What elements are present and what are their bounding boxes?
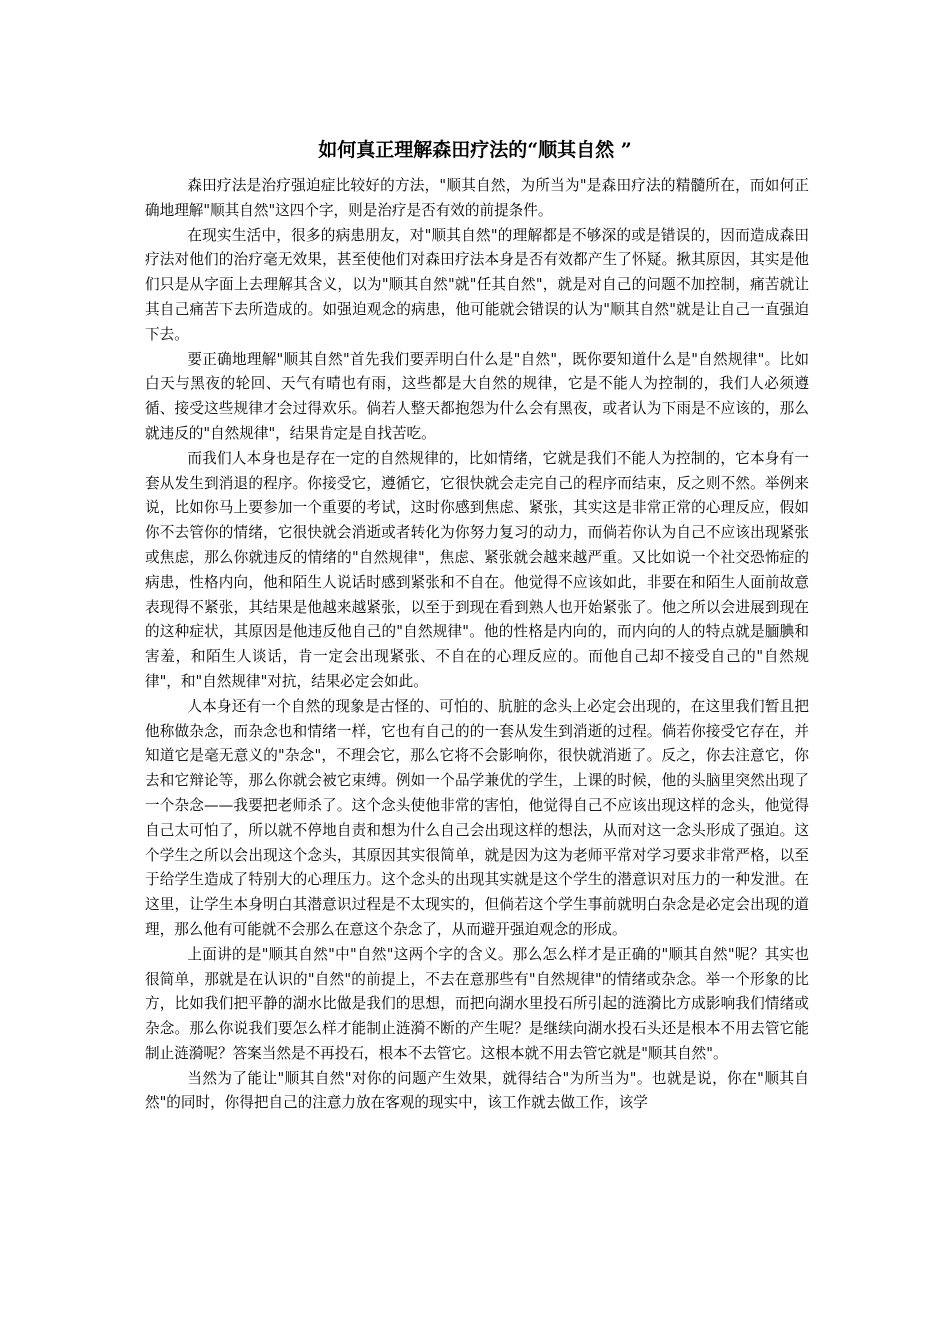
paragraph-4: 而我们人本身也是存在一定的自然规律的，比如情绪，它就是我们不能人为控制的，它本身有一套从发生到消退的程序。你接受它，遵循它，它很快就会走完自己的程序而结束，反之则不然。举例来说，比如你马上要参加一个重要的考试，这时你感到焦虑、紧张，其实这是非常正常的心理反应，假如你不去管你的情绪，它很快就会消逝或者转化为你努力复习的动力，而倘若你认为自己不应该出现紧张或焦虑，那么你就违反的情绪的"自然规律"，焦虑、紧张就会越来越严重。又比如说一个社交恐怖症的病患，性格内向，他和陌生人说话时感到紧张和不自在。他觉得不应该如此，非要在和陌生人面前故意表现得不紧张，其结果是他越来越紧张，以至于到现在看到熟人也开始紧张了。他之所以会进展到现在的这种症状，其原因是他违反他自己的"自然规律"。他的性格是内向的，而内向的人的特点就是腼腆和害羞，和陌生人谈话，肯一定会出现紧张、不自在的心理反应的。而他自己却不接受自己的"自然规律"，和"自然规律"对抗，结果必定会如此。 <box>145 449 809 690</box>
article-body <box>145 174 809 1116</box>
page-title: 如何真正理解森田疗法的“顺其自然 ” <box>318 139 632 161</box>
paragraph-5: 人本身还有一个自然的现象是古怪的、可怕的、肮脏的念头上必定会出现的，在这里我们暂且把他称做杂念，而杂念也和情绪一样，它也有自己的的一套从发生到消逝的过程。倘若你接受它存在，并知道它是毫无意义的"杂念"，不理会它，那么它将不会影响你，很快就消逝了。反之，你去注意它，你去和它辩论等，那么你就会被它束缚。例如一个品学兼优的学生，上课的时候，他的头脑里突然出现了一个杂念——我要把老师杀了。这个念头使他非常的害怕，他觉得自己不应该出现这样的念头，他觉得自己太可怕了，所以就不停地自责和想为什么自己会出现这样的想法，从而对这一念头形成了强迫。这个学生之所以会出现这个念头，其原因其实很简单，就是因为这为老师平常对学习要求非常严格，以至于给学生造成了特别大的心理压力。这个念头的出现其实就是这个学生的潜意识对压力的一种发泄。在这里，让学生本身明白其潜意识过程是不太现实的，但倘若这个学生事前就明白杂念是必定会出现的道理，那么他有可能就不会那么在意这个杂念了，从而避开强迫观念的形成。 <box>145 697 809 938</box>
paragraph-6: 上面讲的是"顺其自然"中"自然"这两个字的含义。那么怎么样才是正确的"顺其自然"呢？其实也很简单，那就是在认识的"自然"的前提上，不去在意那些有"自然规律"的情绪或杂念。举一个形象的比方，比如我们把平静的湖水比做是我们的思想，而把向湖水里投石所引起的涟漪比方成影响我们情绪或杂念。那么你说我们要怎么样才能制止涟漪不断的产生呢？是继续向湖水投石头还是根本不用去管它能制止涟漪呢？答案当然是不再投石，根本不去管它。这根本就不用去管它就是"顺其自然"。 <box>145 945 809 1062</box>
paragraph-2: 在现实生活中，很多的病患朋友，对"顺其自然"的理解都是不够深的或是错误的，因而造成森田疗法对他们的治疗毫无效果，甚至使他们对森田疗法本身是否有效都产生了怀疑。揪其原因，其实是他们只是从字面上去理解其含义，以为"顺其自然"就"任其自然"，就是对自己的问题不加控制，痛苦就让其自己痛苦下去所造成的。如强迫观念的病患，他可能就会错误的认为"顺其自然"就是让自己一直强迫下去。 <box>145 226 809 343</box>
paragraph-3: 要正确地理解"顺其自然"首先我们要弄明白什么是"自然"，既你要知道什么是"自然规律"。比如白天与黑夜的轮回、天气有晴也有雨，这些都是大自然的规律，它是不能人为控制的，我们人必须遵循、接受这些规律才会过得欢乐。倘若人整天都抱怨为什么会有黑夜，或者认为下雨是不应该的，那么就违反的"自然规律"，结果肯定是自找苦吃。 <box>145 350 809 442</box>
paragraph-7: 当然为了能让"顺其自然"对你的问题产生效果，就得结合"为所当为"。也就是说，你在"顺其自然"的同时，你得把自己的注意力放在客观的现实中，该工作就去做工作，该学 <box>145 1069 809 1112</box>
paragraph-1: 森田疗法是治疗强迫症比较好的方法，"顺其自然，为所当为"是森田疗法的精髓所在，而如何正确地理解"顺其自然"这四个字，则是治疗是否有效的前提条件。 <box>145 177 809 219</box>
